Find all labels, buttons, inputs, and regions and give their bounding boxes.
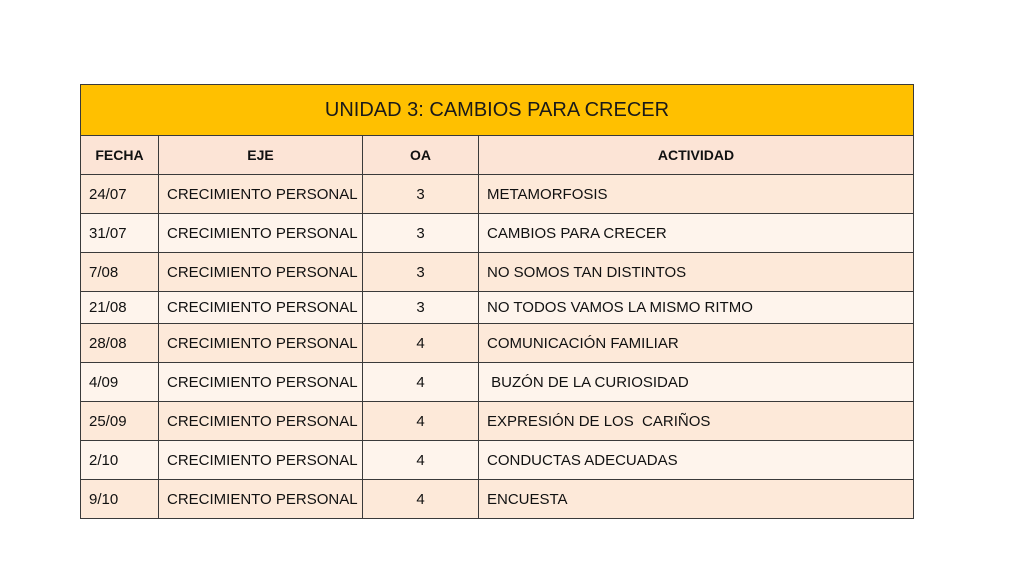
cell-oa: 3: [363, 253, 479, 292]
cell-fecha: 7/08: [81, 253, 159, 292]
cell-eje: CRECIMIENTO PERSONAL: [159, 480, 363, 519]
table-title: UNIDAD 3: CAMBIOS PARA CRECER: [81, 85, 914, 136]
activities-table: [80, 84, 914, 519]
cell-oa: 3: [363, 175, 479, 214]
cell-oa: 4: [363, 441, 479, 480]
table-row: [81, 175, 914, 214]
cell-eje: CRECIMIENTO PERSONAL: [159, 441, 363, 480]
header-oa: OA: [363, 136, 479, 175]
table-row: [81, 402, 914, 441]
cell-eje: CRECIMIENTO PERSONAL: [159, 175, 363, 214]
cell-eje: CRECIMIENTO PERSONAL: [159, 214, 363, 253]
header-fecha: FECHA: [81, 136, 159, 175]
cell-eje: CRECIMIENTO PERSONAL: [159, 292, 363, 324]
table-row: [81, 214, 914, 253]
cell-eje: CRECIMIENTO PERSONAL: [159, 324, 363, 363]
table-row: [81, 480, 914, 519]
cell-actividad: EXPRESIÓN DE LOS CARIÑOS: [479, 402, 914, 441]
cell-eje: CRECIMIENTO PERSONAL: [159, 402, 363, 441]
cell-actividad: NO SOMOS TAN DISTINTOS: [479, 253, 914, 292]
cell-fecha: 4/09: [81, 363, 159, 402]
header-actividad: ACTIVIDAD: [479, 136, 914, 175]
cell-oa: 4: [363, 402, 479, 441]
table-row: [81, 363, 914, 402]
cell-oa: 4: [363, 480, 479, 519]
cell-fecha: 28/08: [81, 324, 159, 363]
cell-actividad: CAMBIOS PARA CRECER: [479, 214, 914, 253]
cell-fecha: 31/07: [81, 214, 159, 253]
cell-fecha: 25/09: [81, 402, 159, 441]
cell-fecha: 21/08: [81, 292, 159, 324]
table-row: [81, 253, 914, 292]
header-eje: EJE: [159, 136, 363, 175]
cell-fecha: 2/10: [81, 441, 159, 480]
cell-actividad: COMUNICACIÓN FAMILIAR: [479, 324, 914, 363]
table-row: [81, 324, 914, 363]
cell-actividad: NO TODOS VAMOS LA MISMO RITMO: [479, 292, 914, 324]
cell-eje: CRECIMIENTO PERSONAL: [159, 363, 363, 402]
table-title-row: [81, 85, 914, 136]
cell-actividad: ENCUESTA: [479, 480, 914, 519]
table-header-row: [81, 136, 914, 175]
cell-actividad: CONDUCTAS ADECUADAS: [479, 441, 914, 480]
cell-oa: 4: [363, 324, 479, 363]
cell-oa: 3: [363, 292, 479, 324]
table-body: [81, 175, 914, 519]
cell-oa: 3: [363, 214, 479, 253]
cell-oa: 4: [363, 363, 479, 402]
cell-actividad: BUZÓN DE LA CURIOSIDAD: [479, 363, 914, 402]
cell-fecha: 9/10: [81, 480, 159, 519]
cell-fecha: 24/07: [81, 175, 159, 214]
cell-actividad: METAMORFOSIS: [479, 175, 914, 214]
table-row: [81, 292, 914, 324]
table-row: [81, 441, 914, 480]
cell-eje: CRECIMIENTO PERSONAL: [159, 253, 363, 292]
